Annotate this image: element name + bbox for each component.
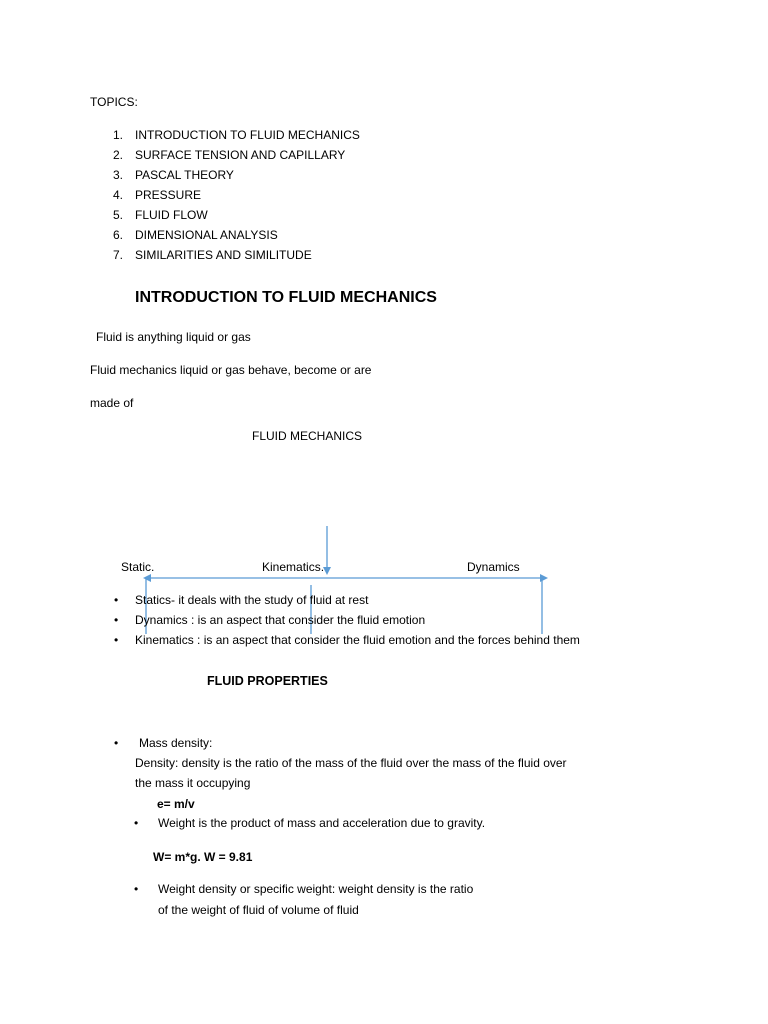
density-formula: e= m/v <box>157 797 195 811</box>
density-definition-line-1: Density: density is the ratio of the mass of the fluid over the mass of the fluid over <box>135 756 567 770</box>
definition-kinematics: Kinematics : is an aspect that consider the fluid emotion and the forces behind them <box>135 633 580 647</box>
bullet: • <box>114 613 119 627</box>
intro-line-1: Fluid is anything liquid or gas <box>96 330 251 344</box>
definition-statics: Statics- it deals with the study of fluid at rest <box>135 593 369 607</box>
intro-line-3: made of <box>90 396 134 410</box>
topic-label: SURFACE TENSION AND CAPILLARY <box>135 148 346 162</box>
intro-line-2: Fluid mechanics liquid or gas behave, become or are <box>90 363 372 377</box>
topic-number: 5. <box>112 208 123 222</box>
weight-density-line-1: Weight density or specific weight: weight density is the ratio <box>158 882 474 896</box>
topic-number: 4. <box>112 188 123 202</box>
topic-label: PRESSURE <box>135 188 202 202</box>
density-definition-line-2: the mass it occupying <box>135 776 251 790</box>
weight-formula: W= m*g. W = 9.81 <box>153 850 253 864</box>
weight-density-line-2: of the weight of fluid of volume of fluid <box>158 903 359 917</box>
weight-definition: Weight is the product of mass and acceleration due to gravity. <box>158 816 486 830</box>
bullet: • <box>134 816 139 830</box>
bullet: • <box>114 633 119 647</box>
topic-number: 3. <box>112 168 123 182</box>
topic-label: SIMILARITIES AND SIMILITUDE <box>135 248 312 262</box>
intro-heading: INTRODUCTION TO FLUID MECHANICS <box>135 289 437 306</box>
bullet: • <box>114 736 119 750</box>
diagram-title: FLUID MECHANICS <box>252 429 363 443</box>
bullet: • <box>114 593 119 607</box>
diagram-branch-static: Static. <box>121 560 155 574</box>
diagram-branch-kinematics: Kinematics. <box>262 560 325 574</box>
bullet: • <box>134 882 139 896</box>
topics-heading: TOPICS: <box>90 95 138 109</box>
topic-label: DIMENSIONAL ANALYSIS <box>135 228 278 242</box>
diagram-branch-dynamics: Dynamics <box>467 560 520 574</box>
topic-number: 6. <box>112 228 123 242</box>
topic-label: INTRODUCTION TO FLUID MECHANICS <box>135 128 360 142</box>
mass-density-label: Mass density: <box>139 736 213 750</box>
definition-dynamics: Dynamics : is an aspect that consider the fluid emotion <box>135 613 426 627</box>
topic-label: PASCAL THEORY <box>135 168 234 182</box>
topic-number: 7. <box>112 248 123 262</box>
topic-label: FLUID FLOW <box>135 208 208 222</box>
topic-number: 1. <box>112 128 123 142</box>
fluid-properties-heading: FLUID PROPERTIES <box>207 674 328 688</box>
topic-number: 2. <box>112 148 123 162</box>
